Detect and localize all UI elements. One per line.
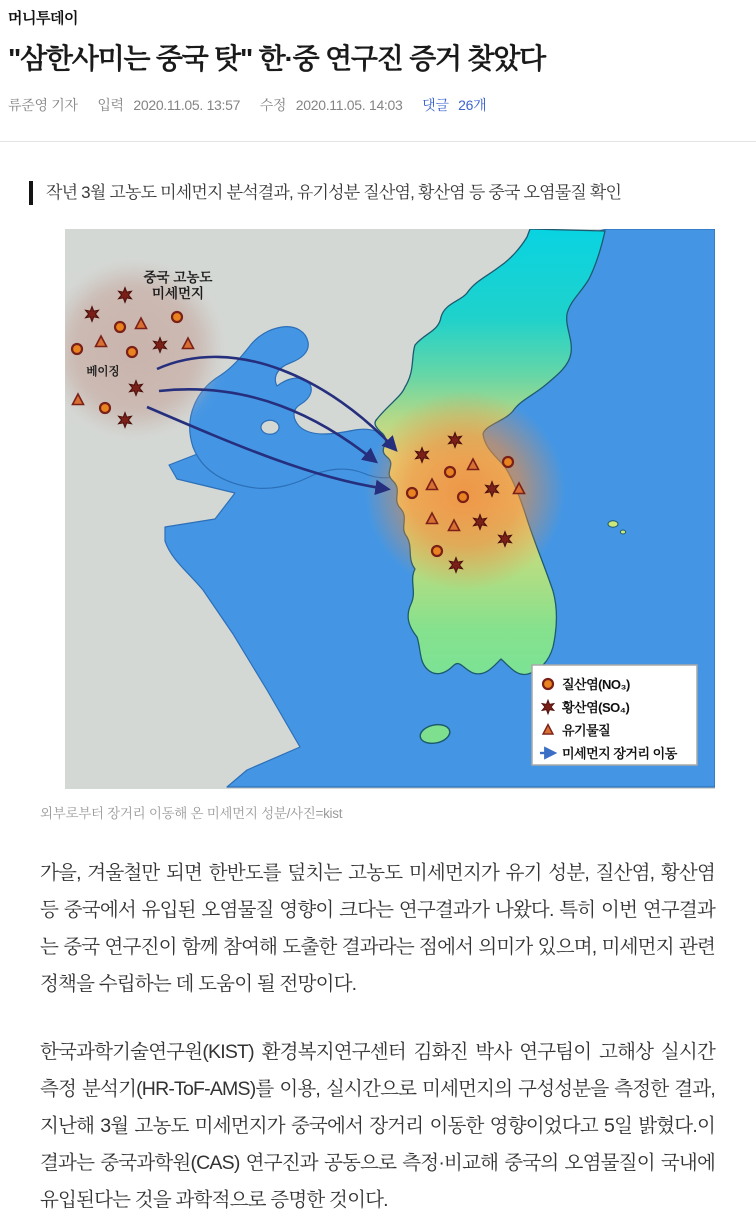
dust-transport-map [65,229,715,789]
comments-label: 댓글 [422,97,449,113]
article-title: "삼한사미는 중국 탓" 한·중 연구진 증거 찾았다 [8,43,546,74]
published-time: 2020.11.05. 13:57 [133,97,241,113]
body-paragraph-1: 가을, 겨울철만 되면 한반도를 덮치는 고농도 미세먼지가 유기 성분, 질산염, 황산염 등 중국에서 유입된 오염물질 영향이 크다는 연구결과가 나왔다. 특히 이번 연구결과는 중국 연구진이 함께 참여해 도출한 결과라는 점에서 의미가 있으며, 미세먼지 관련 정책을 수립하는 데 도움이 될 전망이다. [40,862,715,995]
china-dust-label-line2: 미세먼지 [151,286,205,301]
article-body [40,855,715,1219]
masthead-logo[interactable]: 머니투데이 [8,10,78,27]
modified-time: 2020.11.05. 14:03 [295,97,403,113]
map-legend [532,665,697,765]
published-label: 입력 [97,97,124,113]
subtitle-quote: 작년 3월 고농도 미세먼지 분석결과, 유기성분 질산염, 황산염 등 중국 오염물질 확인 [29,181,716,205]
korea-dust-hotspot [365,391,565,591]
legend-organic-label: 유기물질 [562,723,611,738]
article-figure [65,229,715,789]
reporter-name: 류준영 기자 [8,97,78,113]
legend-sulfate-label: 황산염(SO₄) [562,700,630,715]
china-dust-label-line1: 중국 고농도 [143,270,213,285]
figure-caption: 외부로부터 장거리 이동해 온 미세먼지 성분/사진=kist [40,806,343,821]
modified-label: 수정 [259,97,287,113]
body-paragraph-2: 한국과학기술연구원(KIST) 환경복지연구센터 김화진 박사 연구팀이 고해상 실시간 측정 분석기(HR-ToF-AMS)를 이용, 실시간으로 미세먼지의 구성성분을 측정한 결과, 지난해 3월 고농도 미세먼지가 중국에서 장거리 이동한 영향이었다고 5일 밝혔다.이 결과는 중국과학원(CAS) 연구진과 공동으로 측정·비교해 중국의 오염물질이 국내에 유입된다는 것을 과학적으로 증명한 것이다. [40,1041,715,1211]
byline [8,95,748,115]
comments-count: 26개 [458,97,487,113]
header-divider [0,141,756,142]
comments-link[interactable] [422,97,492,113]
beijing-label: 베이징 [86,366,120,378]
legend-transport-label: 미세먼지 장거리 이동 [562,746,677,761]
legend-nitrate-label: 질산염(NO₃) [562,677,630,692]
